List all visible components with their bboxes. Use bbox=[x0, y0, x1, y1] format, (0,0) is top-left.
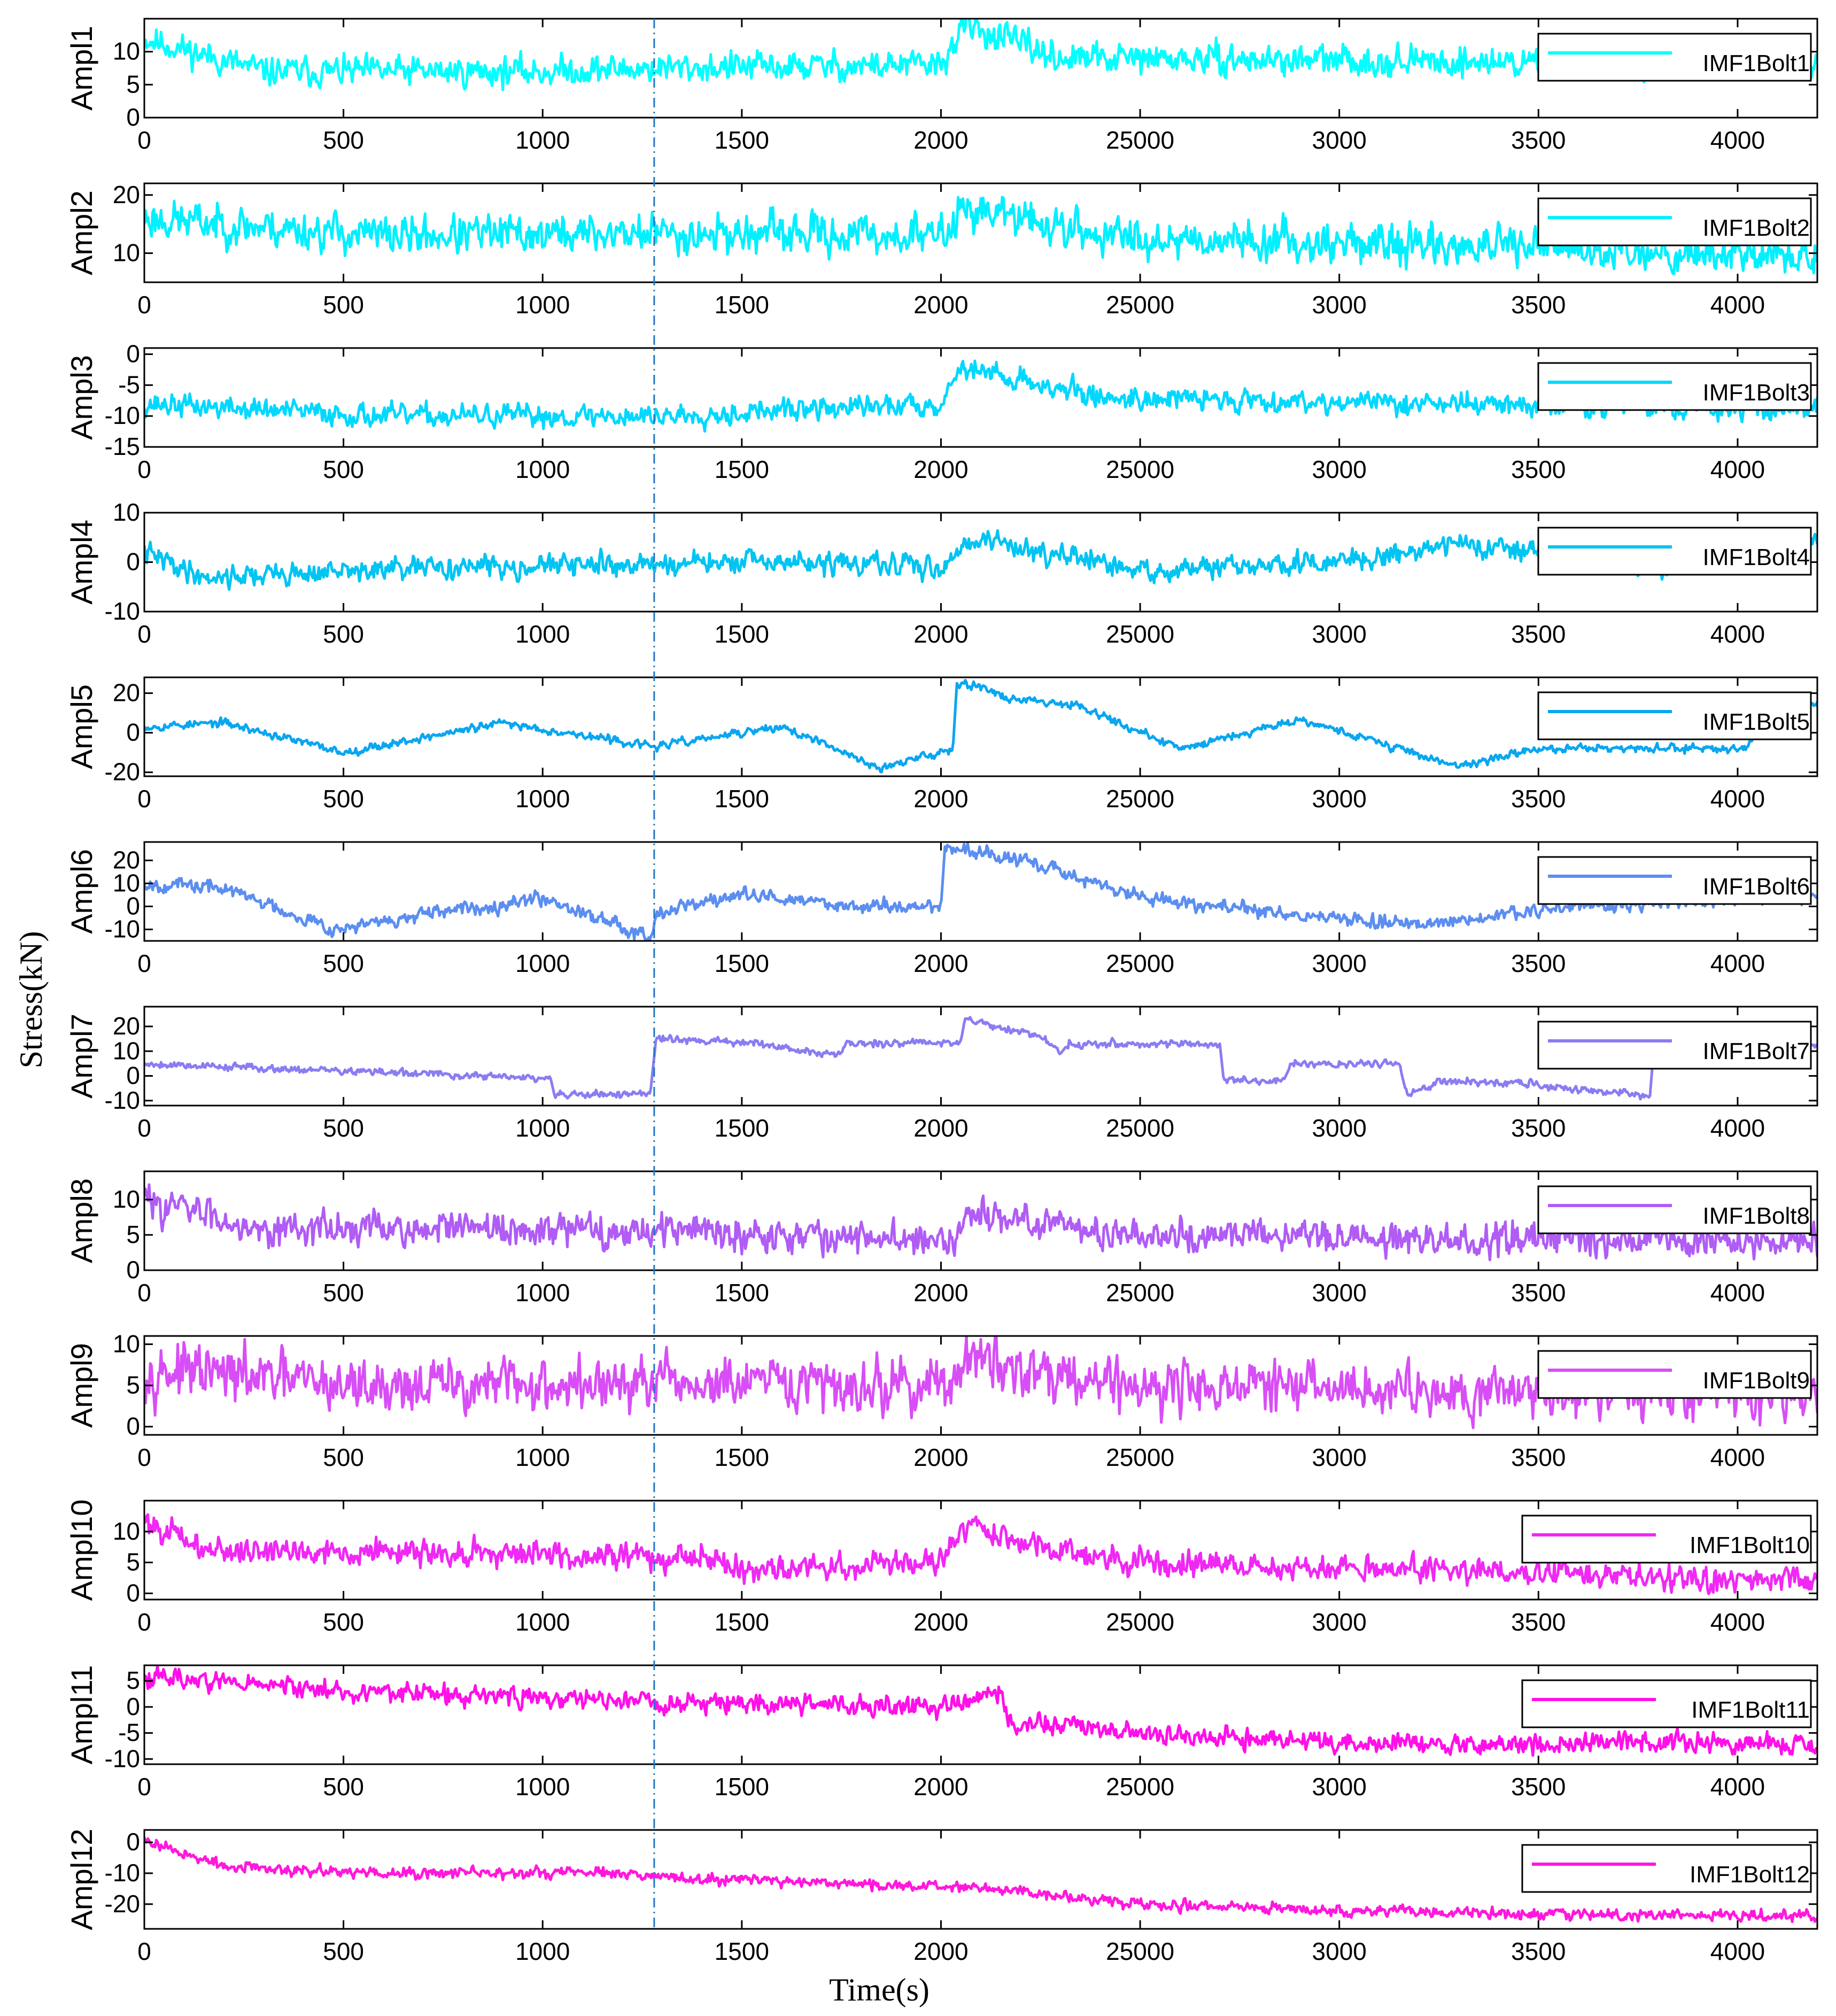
x-tick-label: 1500 bbox=[714, 1608, 770, 1636]
x-tick-label: 4000 bbox=[1710, 1937, 1765, 1965]
x-tick-label: 2000 bbox=[913, 126, 969, 154]
x-tick-label: 500 bbox=[323, 126, 364, 154]
x-tick-label: 3500 bbox=[1511, 455, 1566, 483]
x-tick-label: 25000 bbox=[1106, 455, 1175, 483]
x-tick-label: 4000 bbox=[1710, 126, 1765, 154]
panel-y-label: Ampl5 bbox=[65, 684, 98, 769]
x-tick-label: 3500 bbox=[1511, 126, 1566, 154]
legend-label: IMF1Bolt10 bbox=[1690, 1532, 1810, 1558]
x-tick-label: 3000 bbox=[1312, 291, 1367, 319]
x-tick-label: 4000 bbox=[1710, 1443, 1765, 1471]
x-tick-label: 25000 bbox=[1106, 1608, 1175, 1636]
y-tick-label: 0 bbox=[126, 1412, 140, 1440]
x-tick-label: 1500 bbox=[714, 126, 770, 154]
x-tick-label: 3000 bbox=[1312, 1443, 1367, 1471]
x-tick-label: 1500 bbox=[714, 1937, 770, 1965]
x-tick-label: 4000 bbox=[1710, 785, 1765, 813]
x-tick-label: 1500 bbox=[714, 1279, 770, 1307]
x-tick-label: 0 bbox=[137, 1937, 151, 1965]
x-tick-label: 3000 bbox=[1312, 1608, 1367, 1636]
y-axis-label: Stress(kN) bbox=[13, 931, 49, 1069]
x-tick-label: 500 bbox=[323, 785, 364, 813]
x-tick-label: 3000 bbox=[1312, 126, 1367, 154]
x-tick-label: 2000 bbox=[913, 620, 969, 648]
x-tick-label: 3000 bbox=[1312, 1773, 1367, 1801]
x-tick-label: 25000 bbox=[1106, 620, 1175, 648]
x-tick-label: 1000 bbox=[515, 1608, 570, 1636]
x-tick-label: 4000 bbox=[1710, 291, 1765, 319]
x-tick-label: 1500 bbox=[714, 620, 770, 648]
y-tick-label: 0 bbox=[126, 892, 140, 920]
legend-label: IMF1Bolt11 bbox=[1691, 1697, 1810, 1723]
x-tick-label: 2000 bbox=[913, 949, 969, 977]
x-tick-label: 1500 bbox=[714, 1443, 770, 1471]
x-tick-label: 4000 bbox=[1710, 949, 1765, 977]
x-tick-label: 1500 bbox=[714, 1114, 770, 1142]
x-tick-label: 0 bbox=[137, 126, 151, 154]
y-tick-label: 10 bbox=[112, 498, 140, 526]
x-tick-label: 500 bbox=[323, 1279, 364, 1307]
x-tick-label: 1500 bbox=[714, 455, 770, 483]
legend-label: IMF1Bolt8 bbox=[1702, 1203, 1810, 1229]
y-tick-label: 10 bbox=[112, 1517, 140, 1545]
y-tick-label: -20 bbox=[104, 1889, 140, 1918]
y-tick-label: 10 bbox=[112, 1037, 140, 1065]
x-tick-label: 0 bbox=[137, 1443, 151, 1471]
x-tick-label: 0 bbox=[137, 1114, 151, 1142]
y-tick-label: 10 bbox=[112, 238, 140, 267]
y-tick-label: 10 bbox=[112, 37, 140, 65]
x-tick-label: 2000 bbox=[913, 1114, 969, 1142]
legend-label: IMF1Bolt6 bbox=[1702, 874, 1810, 900]
x-tick-label: 1000 bbox=[515, 126, 570, 154]
x-tick-label: 1000 bbox=[515, 1773, 570, 1801]
x-tick-label: 500 bbox=[323, 291, 364, 319]
y-tick-label: 5 bbox=[126, 1220, 140, 1248]
x-tick-label: 2000 bbox=[913, 1608, 969, 1636]
x-tick-label: 3000 bbox=[1312, 1937, 1367, 1965]
x-tick-label: 3000 bbox=[1312, 455, 1367, 483]
x-tick-label: 3000 bbox=[1312, 1114, 1367, 1142]
x-tick-label: 2000 bbox=[913, 455, 969, 483]
y-tick-label: -15 bbox=[104, 432, 140, 460]
x-tick-label: 25000 bbox=[1106, 785, 1175, 813]
x-tick-label: 3500 bbox=[1511, 1443, 1566, 1471]
y-tick-label: 0 bbox=[126, 1061, 140, 1090]
x-tick-label: 500 bbox=[323, 620, 364, 648]
legend-label: IMF1Bolt5 bbox=[1702, 709, 1810, 735]
x-tick-label: 0 bbox=[137, 455, 151, 483]
x-tick-label: 4000 bbox=[1710, 1608, 1765, 1636]
x-tick-label: 500 bbox=[323, 1937, 364, 1965]
x-tick-label: 4000 bbox=[1710, 1773, 1765, 1801]
y-tick-label: 0 bbox=[126, 1692, 140, 1720]
panel-y-label: Ampl9 bbox=[65, 1343, 98, 1428]
y-tick-label: 20 bbox=[112, 1012, 140, 1040]
y-tick-label: -10 bbox=[104, 597, 140, 625]
y-tick-label: 20 bbox=[112, 846, 140, 874]
x-tick-label: 1500 bbox=[714, 291, 770, 319]
y-tick-label: 0 bbox=[126, 1256, 140, 1284]
x-tick-label: 3000 bbox=[1312, 949, 1367, 977]
x-tick-label: 1000 bbox=[515, 620, 570, 648]
x-tick-label: 2000 bbox=[913, 1279, 969, 1307]
x-tick-label: 500 bbox=[323, 1773, 364, 1801]
x-tick-label: 2000 bbox=[913, 1937, 969, 1965]
x-tick-label: 25000 bbox=[1106, 1114, 1175, 1142]
y-tick-label: 5 bbox=[126, 1666, 140, 1695]
x-tick-label: 25000 bbox=[1106, 291, 1175, 319]
x-tick-label: 0 bbox=[137, 620, 151, 648]
x-tick-label: 4000 bbox=[1710, 1279, 1765, 1307]
x-tick-label: 500 bbox=[323, 1443, 364, 1471]
x-tick-label: 3500 bbox=[1511, 1608, 1566, 1636]
x-tick-label: 3500 bbox=[1511, 1114, 1566, 1142]
y-tick-label: 10 bbox=[112, 1185, 140, 1213]
x-tick-label: 500 bbox=[323, 1114, 364, 1142]
y-tick-label: -20 bbox=[104, 758, 140, 786]
x-tick-label: 1000 bbox=[515, 455, 570, 483]
x-tick-label: 3500 bbox=[1511, 1937, 1566, 1965]
x-tick-label: 2000 bbox=[913, 1773, 969, 1801]
legend-label: IMF1Bolt4 bbox=[1702, 544, 1810, 570]
x-tick-label: 3000 bbox=[1312, 785, 1367, 813]
y-tick-label: 0 bbox=[126, 1828, 140, 1856]
x-tick-label: 3500 bbox=[1511, 1279, 1566, 1307]
panel-y-label: Ampl6 bbox=[65, 849, 98, 934]
x-tick-label: 3000 bbox=[1312, 620, 1367, 648]
panel-y-label: Ampl2 bbox=[65, 190, 98, 275]
y-tick-label: -10 bbox=[104, 1086, 140, 1114]
panel-y-label: Ampl7 bbox=[65, 1014, 98, 1099]
y-tick-label: 0 bbox=[126, 718, 140, 746]
panel-y-label: Ampl8 bbox=[65, 1178, 98, 1263]
legend-label: IMF1Bolt7 bbox=[1702, 1038, 1810, 1064]
x-tick-label: 2000 bbox=[913, 785, 969, 813]
x-tick-label: 25000 bbox=[1106, 949, 1175, 977]
x-tick-label: 1000 bbox=[515, 1114, 570, 1142]
y-tick-label: 0 bbox=[126, 1579, 140, 1607]
x-tick-label: 3500 bbox=[1511, 1773, 1566, 1801]
panel-y-label: Ampl1 bbox=[65, 26, 98, 111]
x-tick-label: 25000 bbox=[1106, 1773, 1175, 1801]
x-tick-label: 2000 bbox=[913, 291, 969, 319]
legend-label: IMF1Bolt12 bbox=[1690, 1861, 1810, 1888]
x-tick-label: 4000 bbox=[1710, 620, 1765, 648]
x-tick-label: 1000 bbox=[515, 291, 570, 319]
x-tick-label: 0 bbox=[137, 291, 151, 319]
x-tick-label: 0 bbox=[137, 785, 151, 813]
y-tick-label: 20 bbox=[112, 678, 140, 707]
x-tick-label: 3500 bbox=[1511, 785, 1566, 813]
y-tick-label: 10 bbox=[112, 1330, 140, 1358]
panel-y-label: Ampl4 bbox=[65, 520, 98, 605]
x-tick-label: 0 bbox=[137, 1608, 151, 1636]
panel-y-label: Ampl12 bbox=[65, 1828, 98, 1930]
y-tick-label: -5 bbox=[118, 1718, 140, 1747]
x-tick-label: 3500 bbox=[1511, 949, 1566, 977]
y-tick-label: 5 bbox=[126, 1548, 140, 1576]
x-tick-label: 1000 bbox=[515, 1443, 570, 1471]
x-tick-label: 2000 bbox=[913, 1443, 969, 1471]
panel-y-label: Ampl10 bbox=[65, 1499, 98, 1601]
x-tick-label: 1000 bbox=[515, 1937, 570, 1965]
x-axis-label: Time(s) bbox=[829, 1972, 929, 2007]
x-tick-label: 1500 bbox=[714, 949, 770, 977]
y-tick-label: -10 bbox=[104, 915, 140, 943]
y-tick-label: 5 bbox=[126, 1371, 140, 1399]
x-tick-label: 0 bbox=[137, 949, 151, 977]
panel-y-label: Ampl3 bbox=[65, 355, 98, 440]
y-tick-label: 0 bbox=[126, 339, 140, 368]
x-tick-label: 1000 bbox=[515, 949, 570, 977]
y-tick-label: -10 bbox=[104, 1858, 140, 1887]
legend-label: IMF1Bolt3 bbox=[1702, 380, 1810, 406]
panel-y-label: Ampl11 bbox=[65, 1665, 98, 1765]
x-tick-label: 25000 bbox=[1106, 1937, 1175, 1965]
x-tick-label: 3500 bbox=[1511, 620, 1566, 648]
x-tick-label: 25000 bbox=[1106, 1279, 1175, 1307]
x-tick-label: 4000 bbox=[1710, 455, 1765, 483]
y-tick-label: 10 bbox=[112, 869, 140, 897]
legend-label: IMF1Bolt9 bbox=[1702, 1368, 1810, 1394]
legend-label: IMF1Bolt1 bbox=[1702, 50, 1810, 76]
x-tick-label: 500 bbox=[323, 949, 364, 977]
y-tick-label: 0 bbox=[126, 103, 140, 131]
x-tick-label: 3500 bbox=[1511, 291, 1566, 319]
x-tick-label: 3000 bbox=[1312, 1279, 1367, 1307]
x-tick-label: 1000 bbox=[515, 1279, 570, 1307]
y-tick-label: 0 bbox=[126, 547, 140, 576]
y-tick-label: -10 bbox=[104, 401, 140, 430]
x-tick-label: 1000 bbox=[515, 785, 570, 813]
x-tick-label: 0 bbox=[137, 1279, 151, 1307]
legend-label: IMF1Bolt2 bbox=[1702, 215, 1810, 241]
x-tick-label: 4000 bbox=[1710, 1114, 1765, 1142]
x-tick-label: 1500 bbox=[714, 785, 770, 813]
x-tick-label: 25000 bbox=[1106, 126, 1175, 154]
x-tick-label: 25000 bbox=[1106, 1443, 1175, 1471]
x-tick-label: 1500 bbox=[714, 1773, 770, 1801]
x-tick-label: 0 bbox=[137, 1773, 151, 1801]
y-tick-label: -5 bbox=[118, 370, 140, 399]
y-tick-label: 5 bbox=[126, 70, 140, 98]
x-tick-label: 500 bbox=[323, 1608, 364, 1636]
x-tick-label: 500 bbox=[323, 455, 364, 483]
y-tick-label: -10 bbox=[104, 1744, 140, 1773]
y-tick-label: 20 bbox=[112, 180, 140, 208]
